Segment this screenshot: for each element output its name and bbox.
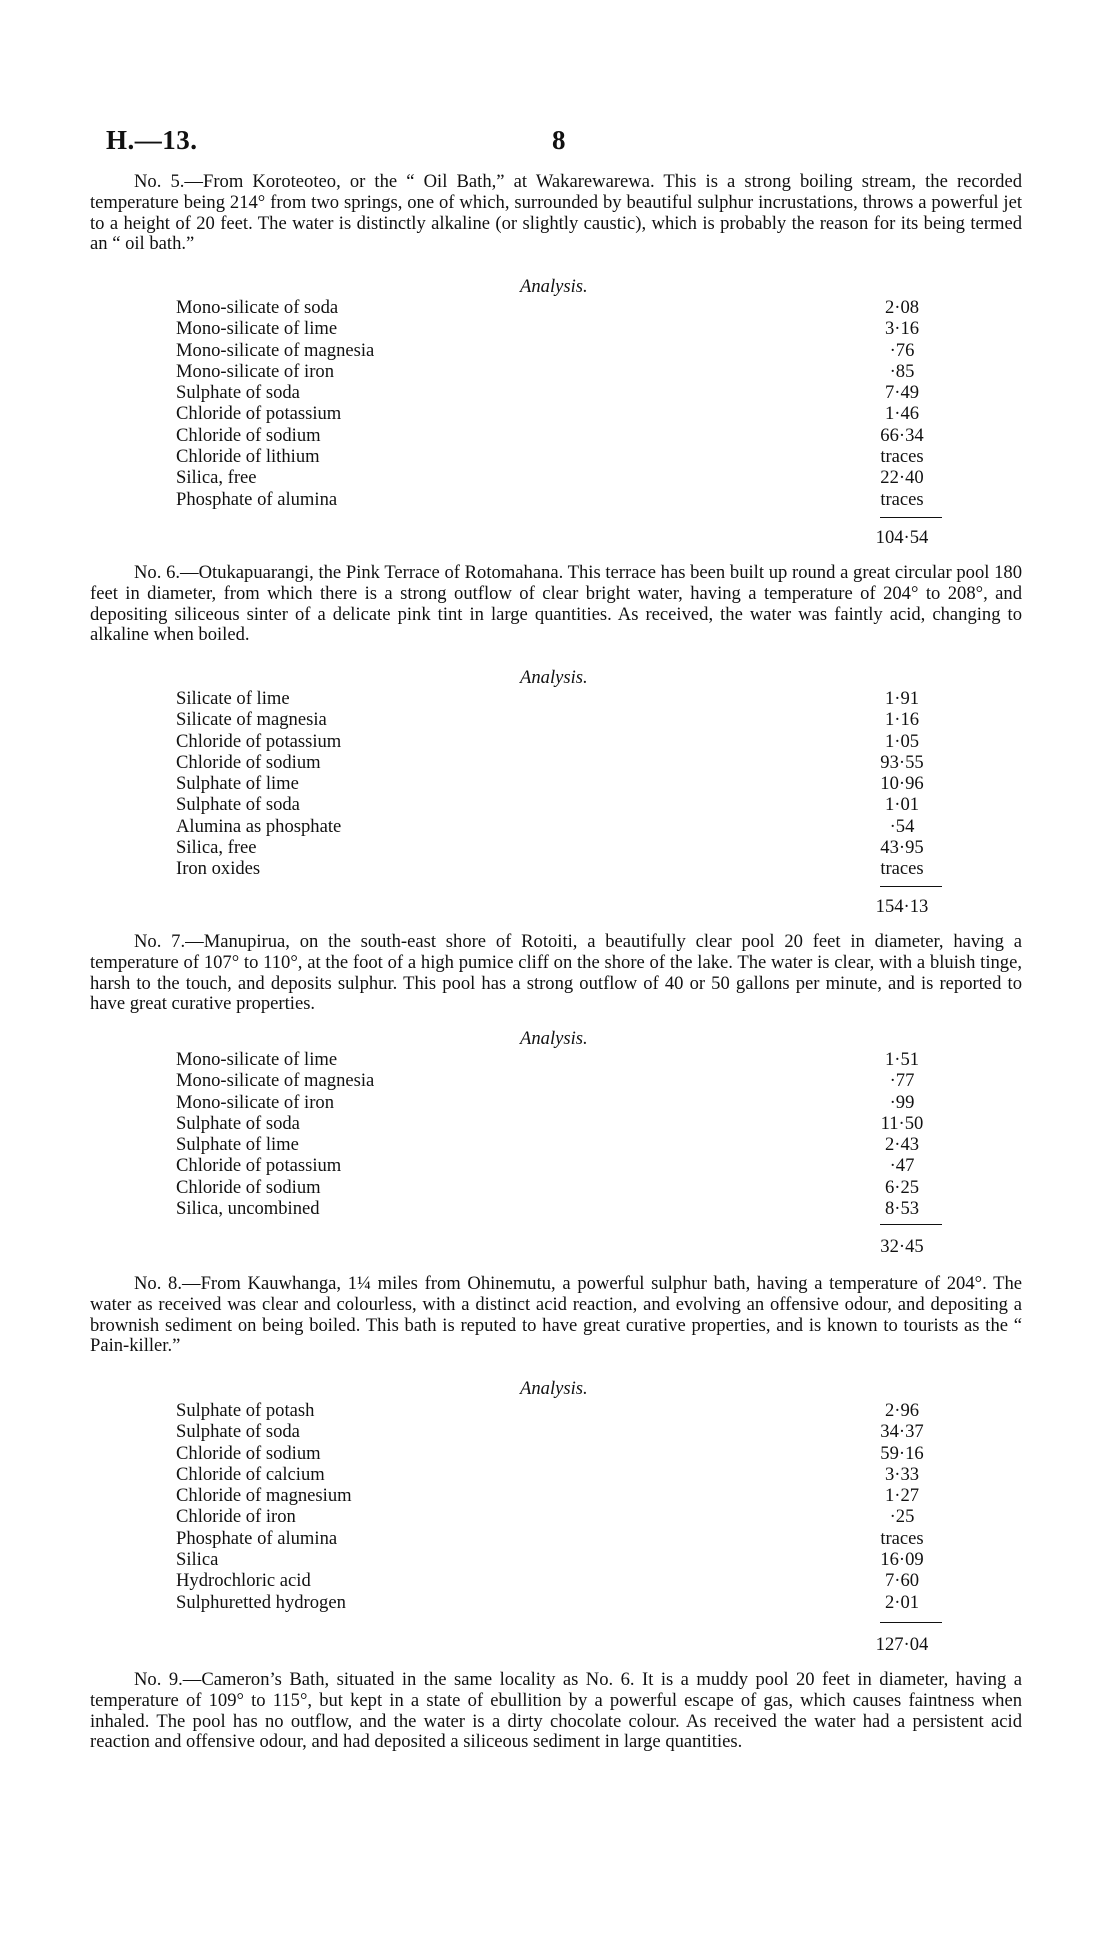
- analysis-row-name: Mono-silicate of iron: [176, 361, 338, 382]
- section-7-total-rule: [880, 1224, 942, 1225]
- analysis-row-value: 1·01: [884, 794, 920, 816]
- analysis-row: [176, 794, 942, 815]
- analysis-row-name: Sulphate of soda: [176, 1421, 304, 1442]
- section-5-total-rule: [880, 517, 942, 518]
- analysis-row: [176, 1443, 942, 1464]
- analysis-row-value: ·47: [889, 1155, 915, 1177]
- section-5-paragraph: No. 5.—From Koroteoteo, or the “ Oil Bath,” at Wakarewarewa. This is a strong boiling stream, the recorded temperature being 214° from two springs, one of which, surrounded by beautiful sulphur incrustations, throws a powerful jet to a height of 20 feet. The water is distinctly alkaline (or slightly caustic), which is probably the reason for its being termed an “ oil bath.”: [90, 171, 1022, 255]
- analysis-row: [176, 446, 942, 467]
- analysis-row-name: Silica, uncombined: [176, 1198, 324, 1219]
- analysis-row-value: ·76: [889, 339, 915, 361]
- analysis-row-name: Sulphate of soda: [176, 1113, 304, 1134]
- analysis-row-value: ·85: [889, 360, 915, 382]
- analysis-row: [176, 1049, 942, 1070]
- section-7-paragraph: No. 7.—Manupirua, on the south-east shore of Rotoiti, a beautifully clear pool 20 feet in diameter, having a temperature of 107° to 110°, at the foot of a high pumice cliff on the shore of the lake. The water is clear, with a bluish tinge, harsh to the touch, and deposits sulphur. This pool has a strong outflow of 40 or 50 gallons per minute, and is reported to have great curative properties.: [90, 931, 1022, 1015]
- analysis-row-value: 1·91: [884, 688, 920, 709]
- analysis-row-name: Sulphate of potash: [176, 1400, 318, 1421]
- analysis-row-value: 1·51: [884, 1049, 920, 1070]
- analysis-row-name: Mono-silicate of lime: [176, 1049, 341, 1070]
- section-8-analysis-table: [176, 1400, 942, 1613]
- section-7-total: 32·45: [880, 1236, 924, 1257]
- analysis-row: [176, 1570, 942, 1591]
- section-6-analysis-title: Analysis.: [520, 667, 588, 688]
- analysis-row: [176, 1528, 942, 1549]
- analysis-row: [176, 297, 942, 318]
- analysis-row-name: Chloride of calcium: [176, 1464, 329, 1485]
- analysis-row: [176, 1485, 942, 1506]
- section-8-total-rule: [880, 1622, 942, 1623]
- analysis-row-value: 3·33: [884, 1463, 920, 1485]
- analysis-row-value: traces: [880, 488, 924, 510]
- analysis-row-name: Chloride of iron: [176, 1506, 300, 1527]
- analysis-row-value: traces: [880, 858, 924, 880]
- section-7-analysis-title: Analysis.: [520, 1028, 588, 1049]
- analysis-row-value: 2·43: [884, 1134, 920, 1156]
- analysis-row-name: Chloride of potassium: [176, 731, 345, 752]
- analysis-row-value: traces: [880, 446, 924, 468]
- analysis-row-value: ·54: [889, 815, 915, 837]
- section-5-total: 104·54: [875, 527, 929, 548]
- analysis-row: [176, 1092, 942, 1113]
- analysis-row: [176, 837, 942, 858]
- analysis-row: [176, 318, 942, 339]
- analysis-row-name: Sulphate of lime: [176, 773, 303, 794]
- section-6-analysis-table: [176, 688, 942, 880]
- analysis-row: [176, 1070, 942, 1091]
- analysis-row: [176, 361, 942, 382]
- analysis-row-value: 34·37: [880, 1421, 924, 1443]
- analysis-row-name: Sulphuretted hydrogen: [176, 1592, 350, 1613]
- analysis-row-value: 43·95: [880, 837, 924, 859]
- analysis-row: [176, 1549, 942, 1570]
- analysis-row-name: Chloride of potassium: [176, 403, 345, 424]
- analysis-row-value: ·99: [889, 1091, 915, 1113]
- analysis-row-value: 1·27: [884, 1485, 920, 1507]
- analysis-row: [176, 858, 942, 879]
- analysis-row: [176, 731, 942, 752]
- analysis-row-name: Mono-silicate of soda: [176, 297, 342, 318]
- analysis-row-name: Alumina as phosphate: [176, 816, 345, 837]
- analysis-row: [176, 752, 942, 773]
- analysis-row-name: Silicate of magnesia: [176, 709, 331, 730]
- analysis-row-value: ·77: [889, 1070, 915, 1092]
- analysis-row-value: 7·49: [884, 382, 920, 404]
- analysis-row: [176, 1134, 942, 1155]
- analysis-row-value: 93·55: [880, 751, 924, 773]
- analysis-row: [176, 403, 942, 424]
- document-reference: H.—13.: [106, 125, 198, 155]
- analysis-row-name: Sulphate of soda: [176, 794, 304, 815]
- analysis-row: [176, 1155, 942, 1176]
- analysis-row-name: Sulphate of lime: [176, 1134, 303, 1155]
- analysis-row-name: Chloride of sodium: [176, 1443, 325, 1464]
- analysis-row-name: Phosphate of alumina: [176, 1528, 341, 1549]
- analysis-row-name: Phosphate of alumina: [176, 489, 341, 510]
- analysis-row: [176, 1198, 942, 1219]
- analysis-row: [176, 467, 942, 488]
- section-6-paragraph: No. 6.—Otukapuarangi, the Pink Terrace of Rotomahana. This terrace has been built up round a great circular pool 180 feet in diameter, from which there is a strong outflow of clear bright water, having a temperature of 204° to 208°, and depositing siliceous sinter of a delicate pink tint in large quantities. As received, the water was faintly acid, changing to alkaline when boiled.: [90, 562, 1022, 646]
- section-8-total: 127·04: [875, 1634, 929, 1655]
- page-number: 8: [552, 125, 566, 155]
- analysis-row-value: ·25: [889, 1506, 915, 1528]
- section-8-paragraph: No. 8.—From Kauwhanga, 1¼ miles from Ohinemutu, a powerful sulphur bath, having a temperature of 204°. The water as received was clear and colourless, with a distinct acid reaction, and evolving an offensive odour, and depositing a brownish sediment on being boiled. This bath is reputed to have great curative properties, and is known to tourists as the “ Pain-killer.”: [90, 1273, 1022, 1357]
- analysis-row: [176, 688, 942, 709]
- analysis-row-value: 11·50: [880, 1112, 924, 1134]
- section-5-analysis-title: Analysis.: [520, 276, 588, 297]
- analysis-row-name: Chloride of sodium: [176, 1177, 325, 1198]
- analysis-row: [176, 816, 942, 837]
- analysis-row-value: 7·60: [884, 1570, 920, 1592]
- analysis-row: [176, 340, 942, 361]
- analysis-row: [176, 773, 942, 794]
- analysis-row-value: 1·46: [884, 403, 920, 425]
- analysis-row-value: 1·16: [884, 709, 920, 731]
- analysis-row: [176, 1506, 942, 1527]
- section-6-total-rule: [880, 886, 942, 887]
- analysis-row-name: Silica: [176, 1549, 222, 1570]
- analysis-row-value: 3·16: [884, 318, 920, 340]
- analysis-row-name: Silica, free: [176, 467, 261, 488]
- analysis-row-value: 16·09: [880, 1549, 924, 1571]
- analysis-row-name: Silica, free: [176, 837, 261, 858]
- analysis-row-value: 2·96: [884, 1400, 920, 1421]
- analysis-row-name: Mono-silicate of magnesia: [176, 340, 378, 361]
- analysis-row-value: 1·05: [884, 730, 920, 752]
- analysis-row-value: 6·25: [884, 1176, 920, 1198]
- analysis-row: [176, 1177, 942, 1198]
- analysis-row-name: Chloride of sodium: [176, 425, 325, 446]
- analysis-row-name: Chloride of sodium: [176, 752, 325, 773]
- analysis-row-value: 10·96: [880, 773, 924, 795]
- analysis-row-value: 8·53: [884, 1198, 920, 1220]
- analysis-row: [176, 1113, 942, 1134]
- analysis-row-name: Chloride of magnesium: [176, 1485, 356, 1506]
- analysis-row-value: 59·16: [880, 1442, 924, 1464]
- analysis-row-value: 2·01: [884, 1591, 920, 1613]
- analysis-row: [176, 382, 942, 403]
- analysis-row-value: 66·34: [880, 424, 924, 446]
- section-6-total: 154·13: [875, 896, 929, 917]
- section-5-analysis-table: [176, 297, 942, 510]
- analysis-row: [176, 1592, 942, 1613]
- analysis-row-value: traces: [880, 1527, 924, 1549]
- analysis-row-name: Chloride of potassium: [176, 1155, 345, 1176]
- analysis-row-name: Chloride of lithium: [176, 446, 324, 467]
- analysis-row-name: Mono-silicate of magnesia: [176, 1070, 378, 1091]
- analysis-row: [176, 425, 942, 446]
- analysis-row-name: Mono-silicate of iron: [176, 1092, 338, 1113]
- analysis-row: [176, 1464, 942, 1485]
- section-9-paragraph: No. 9.—Cameron’s Bath, situated in the same locality as No. 6. It is a muddy pool 20 feet in diameter, having a temperature of 109° to 115°, but kept in a state of ebullition by a powerful escape of gas, which causes faintness when inhaled. The pool has no outflow, and the water is a dirty chocolate colour. As received the water had a persistent acid reaction and offensive odour, and had deposited a siliceous sediment in large quantities.: [90, 1669, 1022, 1753]
- analysis-row-name: Hydrochloric acid: [176, 1570, 315, 1591]
- analysis-row-name: Iron oxides: [176, 858, 264, 879]
- analysis-row-value: 22·40: [880, 467, 924, 489]
- analysis-row: [176, 709, 942, 730]
- analysis-row-name: Mono-silicate of lime: [176, 318, 341, 339]
- analysis-row-value: 2·08: [884, 297, 920, 318]
- analysis-row-name: Silicate of lime: [176, 688, 294, 709]
- analysis-row: [176, 1421, 942, 1442]
- analysis-row: [176, 1400, 942, 1421]
- analysis-row-name: Sulphate of soda: [176, 382, 304, 403]
- section-8-analysis-title: Analysis.: [520, 1378, 588, 1399]
- section-7-analysis-table: [176, 1049, 942, 1219]
- analysis-row: [176, 489, 942, 510]
